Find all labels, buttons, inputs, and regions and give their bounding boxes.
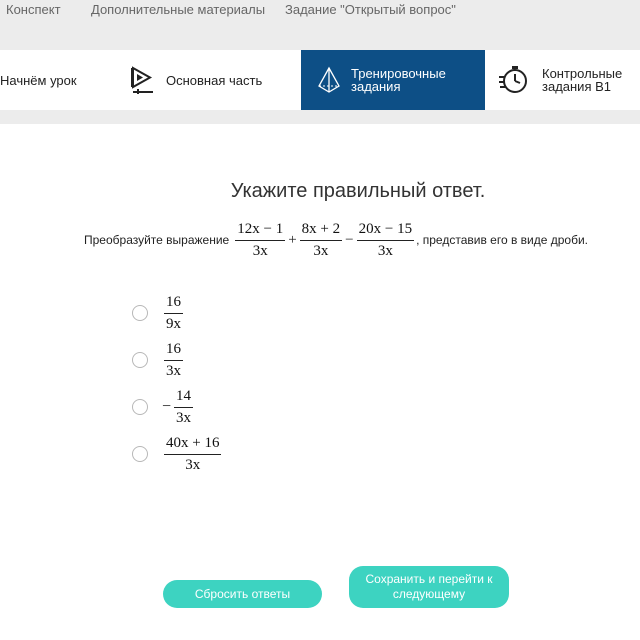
radio-button[interactable] — [132, 352, 148, 368]
expression-operator-plus: + — [288, 231, 297, 248]
save-and-next-button[interactable] — [349, 566, 509, 608]
step-start-lesson[interactable] — [0, 50, 120, 110]
expression-fraction-3: $\frac{20x - 15}{3x}$ — [358, 220, 413, 259]
answer-option-1[interactable] — [132, 291, 185, 335]
pyramid-icon — [317, 66, 341, 94]
radio-button[interactable] — [132, 305, 148, 321]
expression-operator-minus: − — [345, 231, 354, 248]
question-prompt — [84, 218, 588, 262]
option-sign: − — [162, 398, 172, 415]
step-label: Тренировочные задания — [351, 66, 446, 94]
nav-divider — [0, 110, 640, 124]
option-fraction: $\frac{16}{9x}$ — [166, 293, 181, 332]
reset-answers-button[interactable]: Сбросить ответы — [163, 580, 322, 608]
play-icon — [130, 65, 154, 95]
option-fraction: $\frac{40x + 16}{3x}$ — [166, 434, 220, 473]
answer-option-3[interactable] — [132, 385, 195, 429]
lesson-steps-nav — [0, 50, 640, 110]
question-title: Укажите правильный ответ. — [230, 180, 486, 202]
radio-button[interactable] — [132, 446, 148, 462]
expression-fraction-2: $\frac{8x + 2}{3x}$ — [301, 220, 341, 259]
step-label: Контрольные задания В1 — [542, 66, 623, 94]
answer-option-2[interactable] — [132, 338, 185, 382]
expression-fraction-1: $\frac{12x - 1}{3x}$ — [237, 220, 284, 259]
timer-icon — [498, 64, 530, 96]
link-additional-materials[interactable]: Дополнительные материалы — [91, 2, 266, 17]
step-control-tasks[interactable] — [498, 50, 640, 110]
step-label: Основная часть — [166, 72, 263, 88]
prompt-after: , представив его в виде дроби. — [416, 233, 589, 247]
top-links-bar — [0, 0, 640, 50]
option-fraction: $\frac{16}{3x}$ — [166, 340, 181, 379]
step-label: Начнём урок — [0, 72, 77, 88]
step-training-tasks[interactable] — [301, 50, 485, 110]
link-konspekt[interactable]: Конспект — [6, 2, 61, 17]
option-fraction: $\frac{14}{3x}$ — [176, 387, 192, 426]
prompt-before: Преобразуйте выражение — [84, 233, 230, 247]
link-open-question-task[interactable]: Задание "Открытый вопрос" — [285, 2, 456, 17]
answer-option-4[interactable] — [132, 432, 223, 476]
radio-button[interactable] — [132, 399, 148, 415]
step-main-part[interactable] — [130, 50, 300, 110]
save-button-label: Сохранить и перейти к следующему — [365, 572, 493, 601]
